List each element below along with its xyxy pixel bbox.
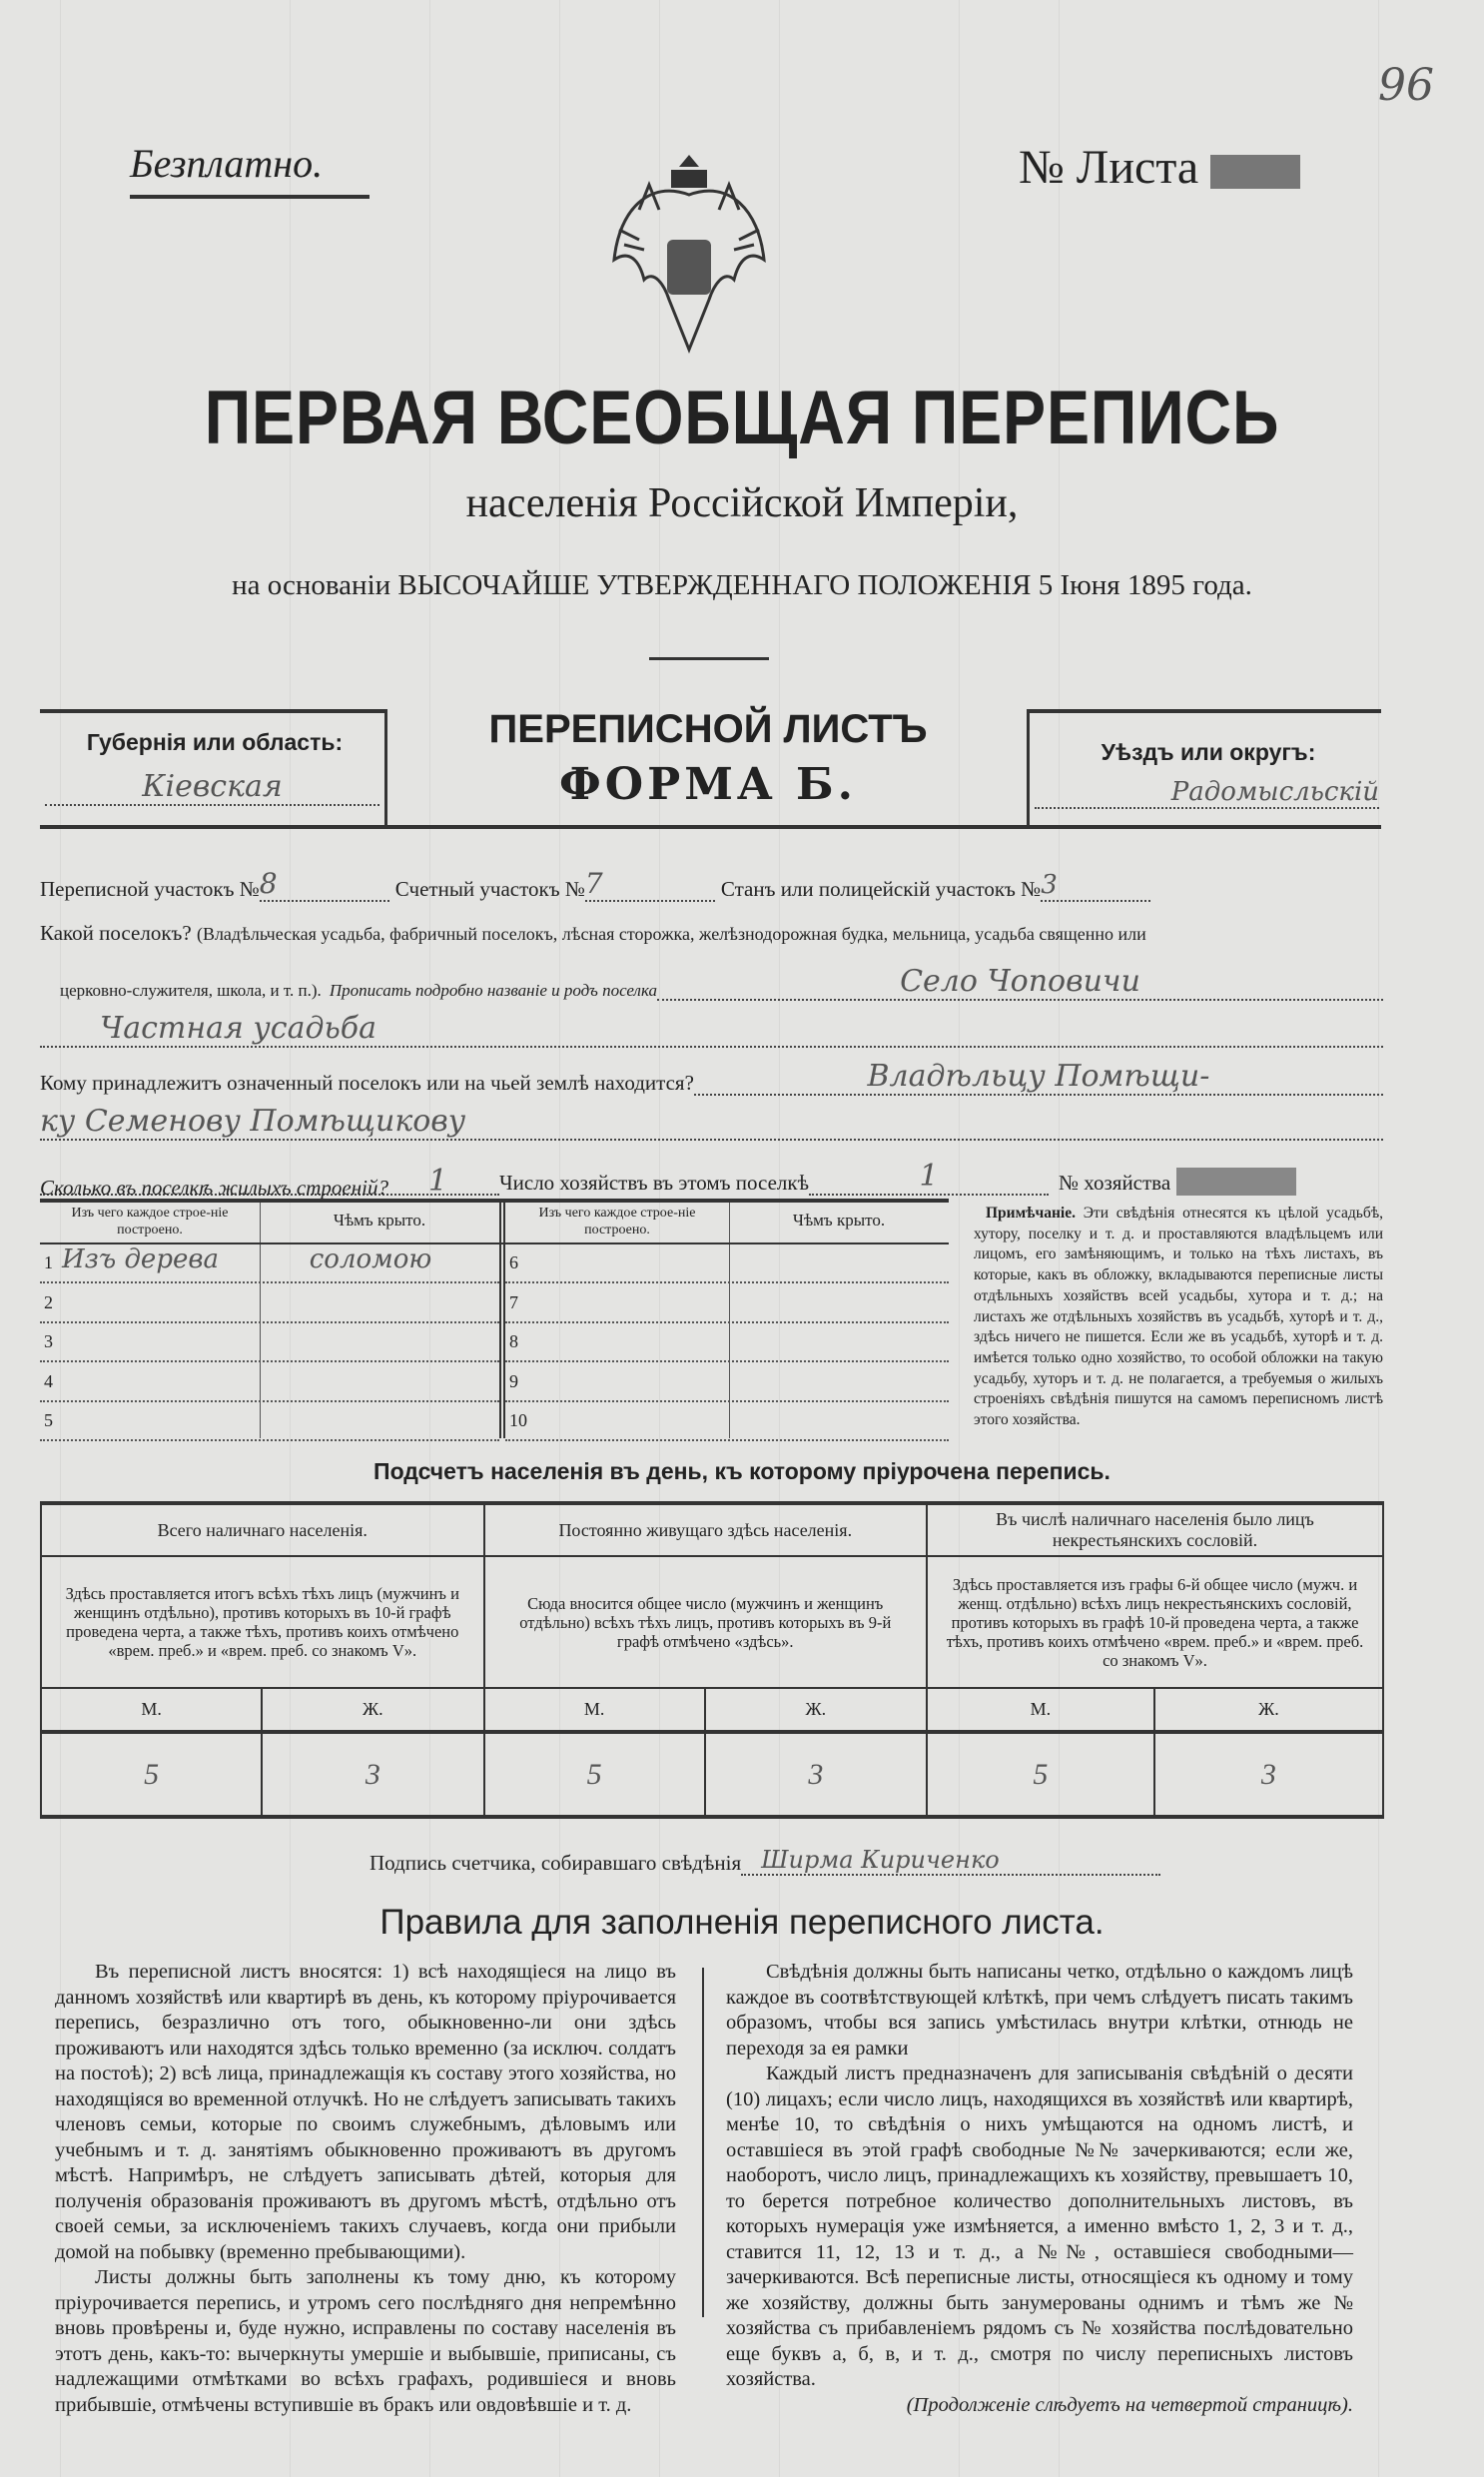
rules-continued: (Продолженіе слѣдуетъ на четвертой страницѣ). <box>906 2393 1353 2416</box>
rules-title: Правила для заполненія переписного листа. <box>379 1903 1105 1942</box>
settlement-field-2[interactable]: Частная усадьба <box>40 1011 1383 1048</box>
households-field[interactable]: 1 <box>809 1159 1049 1196</box>
owner-field[interactable]: Владѣльцу Помѣщи- <box>694 1059 1383 1096</box>
census-district-field[interactable]: 8 <box>260 867 389 902</box>
roof-field[interactable]: соломою <box>309 1244 432 1274</box>
female-label: Ж. <box>705 1688 927 1732</box>
owner-field-2[interactable]: ку Семенову Помѣщикову <box>40 1104 1383 1141</box>
note-title: Примѣчаніе. <box>986 1205 1076 1222</box>
nonpeasant-male-field[interactable]: 5 <box>927 1732 1154 1817</box>
stan-label: Станъ или полицейскій участокъ № <box>720 877 1042 901</box>
rules-paragraph: Свѣдѣнія должны быть написаны четко, отдѣльно о каждомъ лицѣ каждое въ соотвѣтствующей клѣткѣ, при чемъ слѣдуетъ писать такимъ образомъ, чтобы вся запись умѣстилась внутри клѣтки, отнюдь не переходя за ея рамки <box>726 1961 1353 2060</box>
page-number-handwritten: 96 <box>1378 60 1434 111</box>
rules-paragraph: Листы должны быть заполнены къ тому дню, къ которому пріурочивается перепись, и утромъ сего послѣдняго дня непремѣнно вновь провѣрены и, буде нужно, исправлены по составу населенія въ этотъ день, какъ-то: вычеркнуты умершіе и выбывшіе, приписаны, съ надлежащими отмѣтками во всѣхъ графахъ, родившіеся и вновь прибывшіе, отмѣчены вступившіе въ бракъ или овдовѣвшіе и т. д. <box>55 2266 676 2416</box>
page-title: ПЕРВАЯ ВСЕОБЩАЯ ПЕРЕПИСЬ <box>204 376 1280 460</box>
household-no-redacted <box>1176 1168 1296 1196</box>
material-header: Изъ чего каждое строе-ніе построено. <box>71 1206 229 1238</box>
note-text: Эти свѣдѣнія отнесятся къ цѣлой усадьбѣ, хутору, поселку и т. д. и проставляются владѣльцемъ или лицомъ, его замѣняющимъ, и только на тѣхъ листахъ, въ которые, какъ въ обложку, вкладываются переписные листы отдѣльныхъ хозяйствъ всей усадьбы, хутора и т. д.; на листахъ же отдѣльныхъ хозяйствъ въ усадьбѣ, хуторѣ и т. д., здѣсь ничего не пишется. Если же въ усадьбѣ, хуторѣ и т. д. имѣется только одно хозяйство, то особой обложки на такую усадьбу, хуторъ и т. д. не полагается, а требуемыя о жилыхъ строеніяхъ свѣдѣнія пишутся на самомъ переписномъ листѣ этого хозяйства. <box>974 1205 1383 1429</box>
signature-row <box>370 1846 1160 1876</box>
building-row <box>505 1402 949 1441</box>
population-table <box>40 1501 1384 1819</box>
sheet-number <box>1019 140 1300 195</box>
pop-col-desc: Сюда вносится общее число (мужчинъ и женщинъ отдѣльно) всѣхъ тѣхъ лицъ, противъ которыхъ въ 9-й графѣ отмѣчено «здѣсь». <box>484 1556 928 1688</box>
count-district-label: Счетный участокъ № <box>394 877 585 901</box>
form-subtitle: ФОРМА Б. <box>559 759 857 810</box>
signature-field[interactable]: Ширма Кириченко <box>741 1846 1160 1876</box>
total-female-field[interactable]: 3 <box>262 1732 483 1817</box>
building-row <box>40 1402 499 1441</box>
row-number: 4 <box>44 1370 53 1391</box>
material-field[interactable]: Изъ дерева <box>62 1244 219 1274</box>
female-label: Ж. <box>262 1688 483 1732</box>
free-label <box>130 140 370 199</box>
free-text: Безплатно. <box>130 141 324 186</box>
row-number: 10 <box>509 1410 527 1430</box>
district-row <box>40 867 1388 902</box>
building-row <box>40 1323 499 1362</box>
sheet-number-label: № Листа <box>1019 141 1199 194</box>
legal-basis: на основаніи ВЫСОЧАЙШЕ УТВЕРЖДЕННАГО ПОЛОЖЕНІЯ 5 Іюня 1895 года. <box>232 569 1252 601</box>
building-row <box>505 1244 949 1283</box>
row-number: 5 <box>44 1410 53 1430</box>
signature-label: Подпись счетчика, собиравшаго свѣдѣнія <box>370 1851 742 1875</box>
female-label: Ж. <box>1154 1688 1383 1732</box>
roof-header-2: Чѣмъ крыто. <box>792 1211 886 1230</box>
building-row <box>40 1244 499 1283</box>
resident-male-field[interactable]: 5 <box>484 1732 705 1817</box>
settlement-hint-2: церковно-служителя, школа, и т. п.). <box>60 981 322 1000</box>
building-row <box>505 1284 949 1323</box>
row-number: 3 <box>44 1331 53 1351</box>
households-label: Число хозяйствъ въ этомъ поселкѣ <box>499 1171 809 1195</box>
settlement-label-row <box>40 921 1383 946</box>
row-number: 1 <box>44 1252 53 1272</box>
male-label: М. <box>41 1688 262 1732</box>
rules-right <box>726 1960 1353 2418</box>
uezd-field[interactable]: Радомысльскій <box>1035 777 1379 809</box>
material-header-2: Изъ чего каждое строе-ніе построено. <box>538 1206 696 1238</box>
stan-field[interactable]: 3 <box>1041 870 1150 902</box>
male-label: М. <box>927 1688 1154 1732</box>
buildings-table <box>40 1199 949 1438</box>
sheet-number-value-redacted <box>1210 155 1300 189</box>
settlement-hint-italic: Прописать подробно названіе и родъ поселка <box>329 981 657 1000</box>
uezd-label: Уѣздъ или округъ: <box>1101 739 1316 765</box>
row-number: 7 <box>509 1291 518 1312</box>
owner-label: Кому принадлежитъ означенный поселокъ или на чьей землѣ находится? <box>40 1071 694 1095</box>
row-number: 2 <box>44 1291 53 1312</box>
total-male-field[interactable]: 5 <box>41 1732 262 1817</box>
resident-female-field[interactable]: 3 <box>705 1732 927 1817</box>
buildings-row <box>40 1164 748 1201</box>
census-district-label: Переписной участокъ № <box>40 877 260 901</box>
rules-paragraph: Каждый листъ предназначенъ для записыванія свѣдѣній о десяти (10) лицахъ; если число лицъ, находящихся въ хозяйствѣ или квартирѣ, менѣе 10, то свѣдѣнія о нихъ умѣщаются на одномъ листѣ, и оставшіеся въ этой графѣ свободные №№ зачеркиваются; если же, наоборотъ, число лицъ, принадлежащихъ къ хозяйству, превышаетъ 10, то берется потребное количество дополнительныхъ листовъ, въ которыхъ нумерація уже измѣняется, а именно вмѣсто 1, 2, 3 и т. д., ставится 11, 12, 13 и т. д., а №№, оставшіеся свободными—зачеркиваются. Всѣ переписные листы, относящіеся къ одному и тому же хозяйству, должны быть занумерованы однимъ и тѣмъ же № хозяйства съ прибавленіемъ рядомъ съ № хозяйства послѣдовательно еще буквъ а, б, в, и т. д., смотря по числу переписныхъ листовъ хозяйства. <box>726 2063 1353 2390</box>
settlement-field[interactable]: Село Чоповичи <box>657 964 1383 1001</box>
building-row <box>40 1284 499 1323</box>
page-subtitle: населенія Россійской Имперіи, <box>465 480 1019 526</box>
rules-left <box>55 1960 676 2418</box>
household-no-label: № хозяйства <box>1059 1171 1171 1195</box>
pop-col-title: Постоянно живущаго здѣсь населенія. <box>484 1503 928 1556</box>
settlement-label: Какой поселокъ? <box>40 921 192 945</box>
building-row <box>505 1363 949 1402</box>
building-row <box>505 1323 949 1362</box>
row-number: 6 <box>509 1252 518 1272</box>
pop-col-title: Въ числѣ наличнаго населенія было лицъ некрестьянскихъ сословій. <box>927 1503 1383 1556</box>
population-heading: Подсчетъ населенія въ день, къ которому пріурочена перепись. <box>373 1458 1111 1484</box>
male-label: М. <box>484 1688 705 1732</box>
pop-col-title: Всего наличнаго населенія. <box>41 1503 484 1556</box>
row-number: 8 <box>509 1331 518 1351</box>
roof-header: Чѣмъ крыто. <box>333 1211 426 1230</box>
nonpeasant-female-field[interactable]: 3 <box>1154 1732 1383 1817</box>
settlement-row <box>60 964 1383 1001</box>
coat-of-arms-icon <box>609 150 769 360</box>
row-number: 9 <box>509 1370 518 1391</box>
form-title: ПЕРЕПИСНОЙ ЛИСТЪ <box>488 707 928 751</box>
count-district-field[interactable]: 7 <box>585 867 715 902</box>
owner-row <box>40 1059 1383 1096</box>
guberniya-label: Губернія или область: <box>86 729 344 755</box>
building-row <box>40 1363 499 1402</box>
guberniya-field[interactable]: Кіевская <box>45 769 379 806</box>
rules-paragraph: Въ переписной листъ вносятся: 1) всѣ находящіеся на лицо въ данномъ хозяйствѣ или квартирѣ въ день, къ которому пріурочивается перепись, безразлично отъ того, обыкновенно-ли они здѣсь проживаютъ или находятся здѣсь только временно (за исключ. солдатъ на постоѣ); 2) всѣ лица, принадлежащія къ составу этого хозяйства, но находящіяся во временной отлучкѣ. Но не слѣдуетъ записывать такихъ членовъ семьи, которые по своимъ служебнымъ, дѣловымъ или учебнымъ и т. д. занятіямъ обыкновенно проживаютъ въ другомъ мѣстѣ. Напримѣръ, не слѣдуетъ записывать дѣтей, которыя для полученія образованія проживаютъ въ другомъ мѣстѣ, отдѣльно отъ своей семьи, за исключеніемъ такихъ случаевъ, когда они прибыли домой на побывку (временно пребывающими). <box>55 1961 676 2263</box>
pop-col-desc: Здѣсь проставляется итогъ всѣхъ тѣхъ лицъ (мужчинъ и женщинъ отдѣльно), противъ которыхъ въ 10-й графѣ проведена черта, а также тѣхъ, противъ коихъ отмѣчено «врем. преб.» и «врем. преб. со знакомъ V». <box>41 1556 484 1688</box>
buildings-field[interactable]: 1 <box>388 1164 748 1201</box>
note-box <box>974 1204 1383 1431</box>
settlement-hint: (Владѣльческая усадьба, фабричный поселокъ, лѣсная сторожка, желѣзнодорожная будка, мельница, усадьба священно или <box>196 924 1146 944</box>
pop-col-desc: Здѣсь проставляется изъ графы 6-й общее число (мужч. и женщ. отдѣльно) всѣхъ лицъ некрестьянскихъ сословій, противъ которыхъ въ графѣ 10-й проведена черта, а также тѣхъ, противъ коихъ отмѣчено «врем. преб.» и «врем. преб. со знакомъ V». <box>927 1556 1383 1688</box>
buildings-label: Сколько въ поселкѣ жилыхъ строеній? <box>40 1176 388 1200</box>
